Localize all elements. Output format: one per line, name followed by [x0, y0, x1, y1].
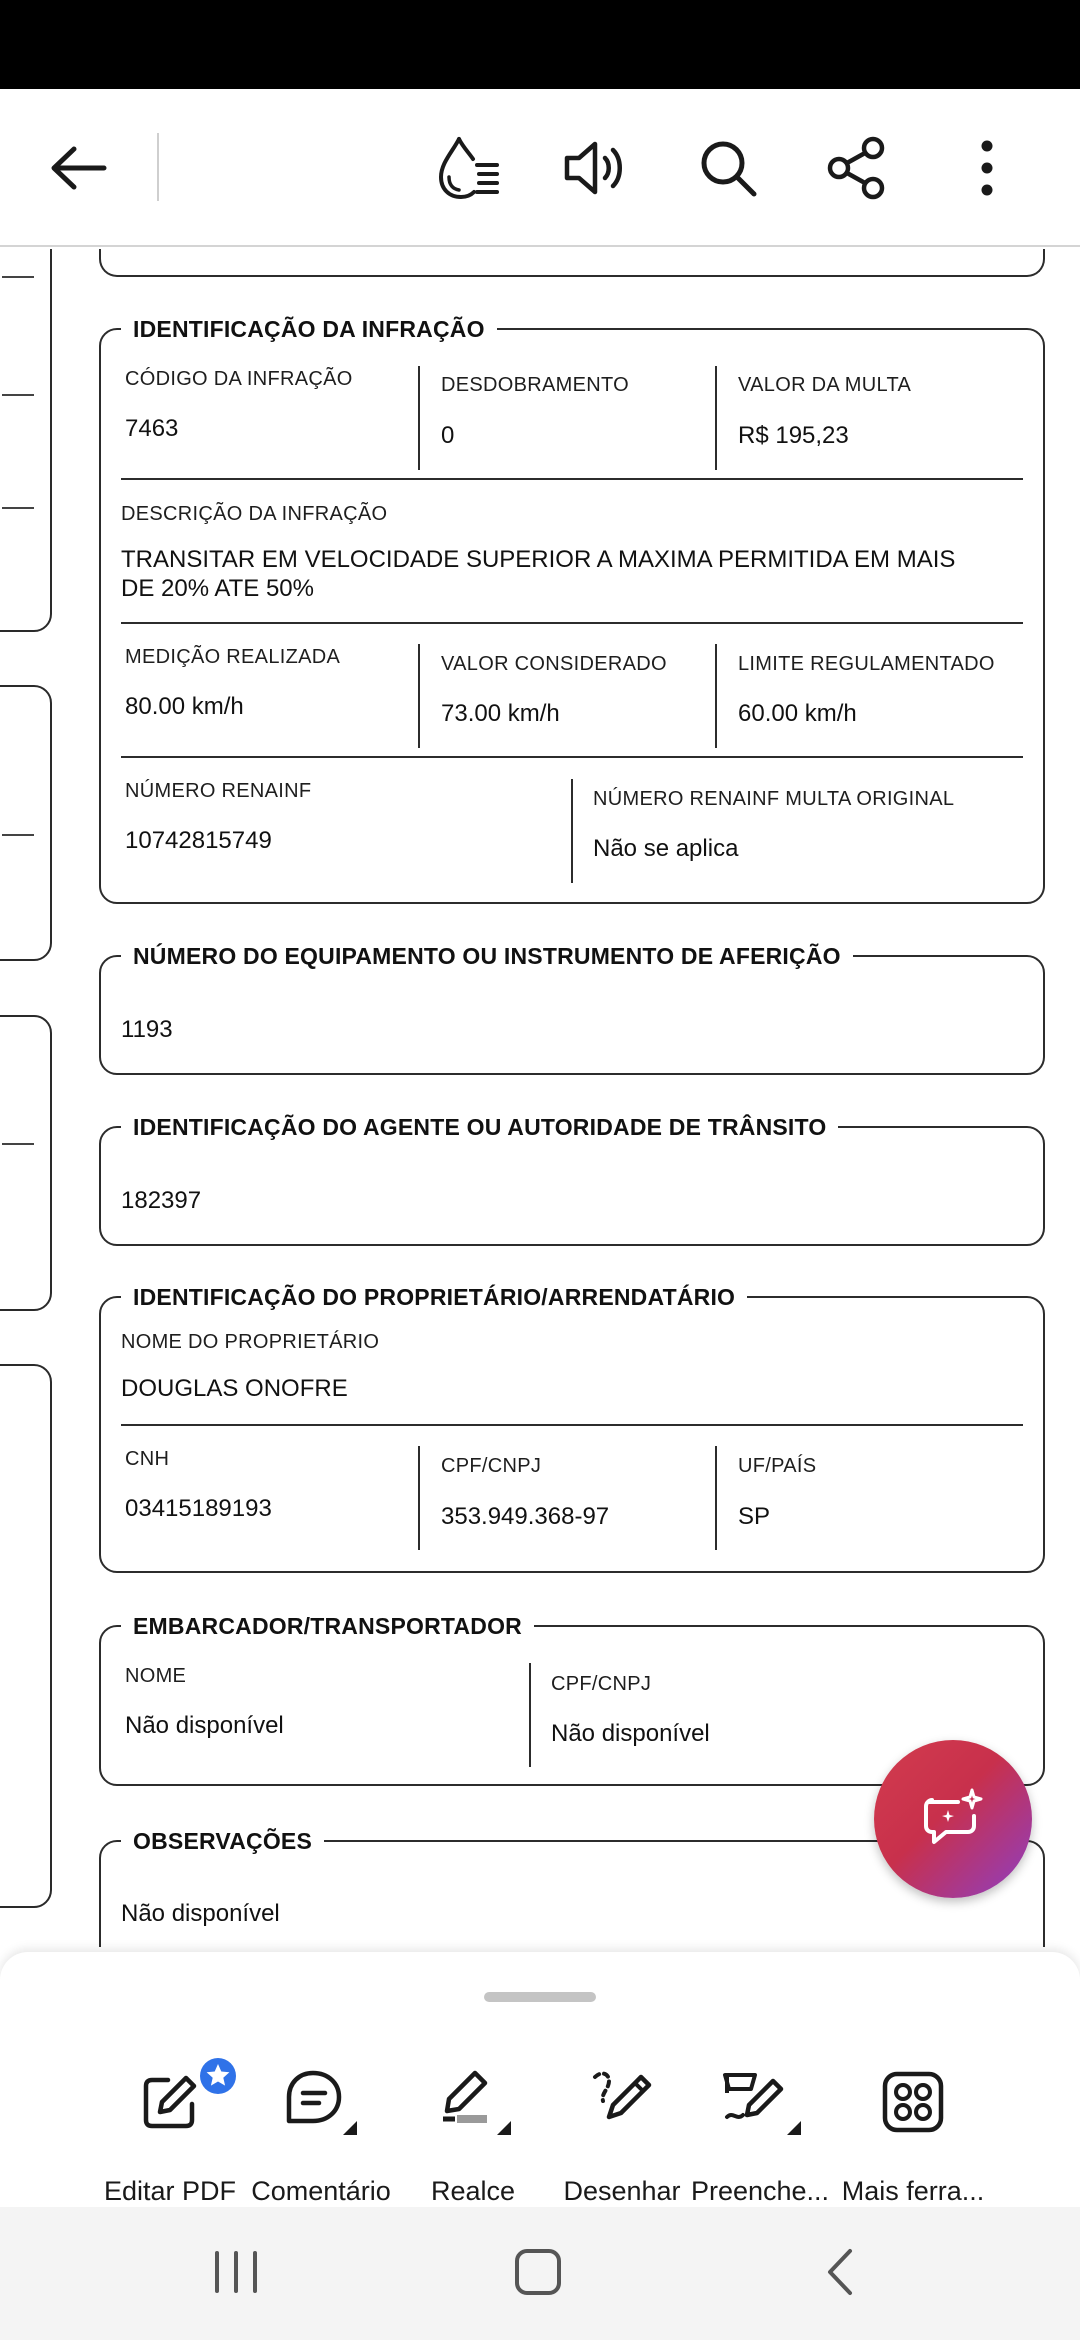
unfolding-label: DESDOBRAMENTO	[441, 374, 630, 396]
divider	[715, 644, 717, 748]
more-tools-icon	[881, 2070, 945, 2134]
renainf-label: NÚMERO RENAINF	[125, 780, 312, 802]
tool-edit-pdf[interactable]	[90, 2062, 250, 2207]
back-button[interactable]	[38, 128, 118, 208]
divider	[571, 779, 573, 883]
home-button[interactable]	[498, 2232, 578, 2312]
home-icon	[513, 2247, 563, 2297]
divider	[121, 1424, 1023, 1426]
divider	[529, 1663, 531, 1767]
tool-label: Desenhar	[563, 2176, 681, 2206]
tool-more-tools[interactable]	[833, 2062, 993, 2207]
divider	[715, 1446, 717, 1550]
nav-back-icon	[820, 2247, 860, 2297]
section-title: OBSERVAÇÕES	[121, 1825, 324, 1857]
draw-icon	[587, 2067, 657, 2137]
card-line	[2, 834, 34, 836]
tool-label: Preenche...	[690, 2176, 830, 2206]
back-arrow-icon	[48, 143, 108, 193]
toolbar-divider	[157, 133, 159, 201]
nav-back-button[interactable]	[800, 2232, 880, 2312]
considered-speed-label: VALOR CONSIDERADO	[441, 653, 667, 675]
search-button[interactable]	[688, 128, 768, 208]
description-line-2: DE 20% ATE 50%	[121, 575, 314, 602]
infraction-code-value: 7463	[125, 415, 179, 442]
description-label: DESCRIÇÃO DA INFRAÇÃO	[121, 503, 388, 525]
left-page-card	[0, 1364, 52, 1908]
card-line	[2, 394, 34, 396]
sheet-drag-handle[interactable]	[484, 1992, 596, 2002]
divider	[418, 644, 420, 748]
shipper-name-label: NOME	[125, 1665, 187, 1687]
card-line	[2, 507, 34, 509]
renainf-original-value: Não se aplica	[593, 835, 739, 862]
search-icon	[696, 136, 760, 200]
shipper-cpf-value: Não disponível	[551, 1720, 710, 1747]
tool-label: Realce	[430, 2176, 516, 2206]
speed-limit-label: LIMITE REGULAMENTADO	[738, 653, 995, 675]
recent-apps-button[interactable]	[196, 2232, 276, 2312]
section-title: NÚMERO DO EQUIPAMENTO OU INSTRUMENTO DE AFERIÇÃO	[121, 940, 853, 972]
cnh-value: 03415189193	[125, 1495, 272, 1522]
share-button[interactable]	[817, 128, 897, 208]
cpf-label: CPF/CNPJ	[441, 1455, 542, 1477]
divider	[418, 366, 420, 470]
agent-id-value: 182397	[121, 1187, 202, 1214]
equipment-section	[99, 943, 1045, 1075]
equipment-number-value: 1193	[121, 1016, 173, 1043]
measured-speed-label: MEDIÇÃO REALIZADA	[125, 646, 341, 668]
divider	[121, 622, 1023, 624]
section-title: IDENTIFICAÇÃO DO AGENTE OU AUTORIDADE DE TRÂNSITO	[121, 1111, 838, 1143]
read-aloud-icon	[561, 136, 631, 200]
fine-amount-value: R$ 195,23	[738, 422, 849, 449]
edit-pdf-icon	[138, 2070, 202, 2134]
fill-sign-icon	[715, 2067, 805, 2137]
left-page-card	[0, 685, 52, 961]
considered-speed-value: 73.00 km/h	[441, 700, 560, 727]
shipper-cpf-label: CPF/CNPJ	[551, 1673, 652, 1695]
top-toolbar	[0, 89, 1080, 247]
tool-comment[interactable]	[241, 2062, 401, 2207]
tool-highlight[interactable]	[393, 2062, 553, 2207]
liquid-mode-button[interactable]	[428, 128, 508, 208]
shipper-name-value: Não disponível	[125, 1712, 284, 1739]
measured-speed-value: 80.00 km/h	[125, 693, 244, 720]
tool-label: Mais ferra...	[841, 2176, 985, 2206]
owner-section	[99, 1284, 1045, 1573]
infraction-code-label: CÓDIGO DA INFRAÇÃO	[125, 368, 353, 390]
cnh-label: CNH	[125, 1448, 170, 1470]
renainf-value: 10742815749	[125, 827, 272, 854]
divider	[121, 478, 1023, 480]
divider	[418, 1446, 420, 1550]
comment-icon	[281, 2067, 361, 2137]
liquid-mode-icon	[433, 135, 503, 201]
more-options-icon	[977, 138, 997, 198]
left-page-card	[0, 249, 52, 632]
left-page-card	[0, 1015, 52, 1311]
agent-section	[99, 1114, 1045, 1246]
status-bar	[0, 0, 1080, 89]
divider	[715, 366, 717, 470]
share-icon	[825, 136, 889, 200]
infraction-section	[99, 316, 1045, 904]
notes-value: Não disponível	[121, 1900, 280, 1927]
read-aloud-button[interactable]	[556, 128, 636, 208]
previous-section-box	[99, 249, 1045, 277]
uf-label: UF/PAÍS	[738, 1455, 817, 1477]
tool-label: Comentário	[251, 2176, 391, 2206]
tool-draw[interactable]	[542, 2062, 702, 2207]
system-navigation-bar	[0, 2207, 1080, 2340]
ai-assistant-button[interactable]	[874, 1740, 1032, 1898]
section-title: EMBARCADOR/TRANSPORTADOR	[121, 1610, 534, 1642]
divider	[121, 756, 1023, 758]
section-title: IDENTIFICAÇÃO DO PROPRIETÁRIO/ARRENDATÁRIO	[121, 1281, 747, 1313]
highlight-icon	[431, 2067, 515, 2137]
uf-value: SP	[738, 1503, 771, 1530]
recent-apps-icon	[211, 2249, 261, 2295]
cpf-value: 353.949.368-97	[441, 1503, 610, 1530]
card-line	[2, 276, 34, 278]
description-line-1: TRANSITAR EM VELOCIDADE SUPERIOR A MAXIMA PERMITIDA EM MAIS	[121, 546, 956, 573]
ai-assistant-icon	[918, 1786, 988, 1852]
fine-amount-label: VALOR DA MULTA	[738, 374, 912, 396]
tools-bottom-sheet	[0, 1952, 1080, 2207]
card-line	[2, 1143, 34, 1145]
more-options-button[interactable]	[947, 128, 1027, 208]
unfolding-value: 0	[441, 422, 455, 449]
owner-name-value: DOUGLAS ONOFRE	[121, 1375, 348, 1402]
new-badge-icon	[198, 2056, 238, 2096]
speed-limit-value: 60.00 km/h	[738, 700, 857, 727]
section-title: IDENTIFICAÇÃO DA INFRAÇÃO	[121, 313, 497, 345]
tool-label: Editar PDF	[103, 2176, 237, 2206]
tool-fill-sign[interactable]	[680, 2062, 840, 2207]
pdf-document-view[interactable]	[0, 249, 1080, 1947]
renainf-original-label: NÚMERO RENAINF MULTA ORIGINAL	[593, 788, 955, 810]
owner-name-label: NOME DO PROPRIETÁRIO	[121, 1331, 380, 1353]
